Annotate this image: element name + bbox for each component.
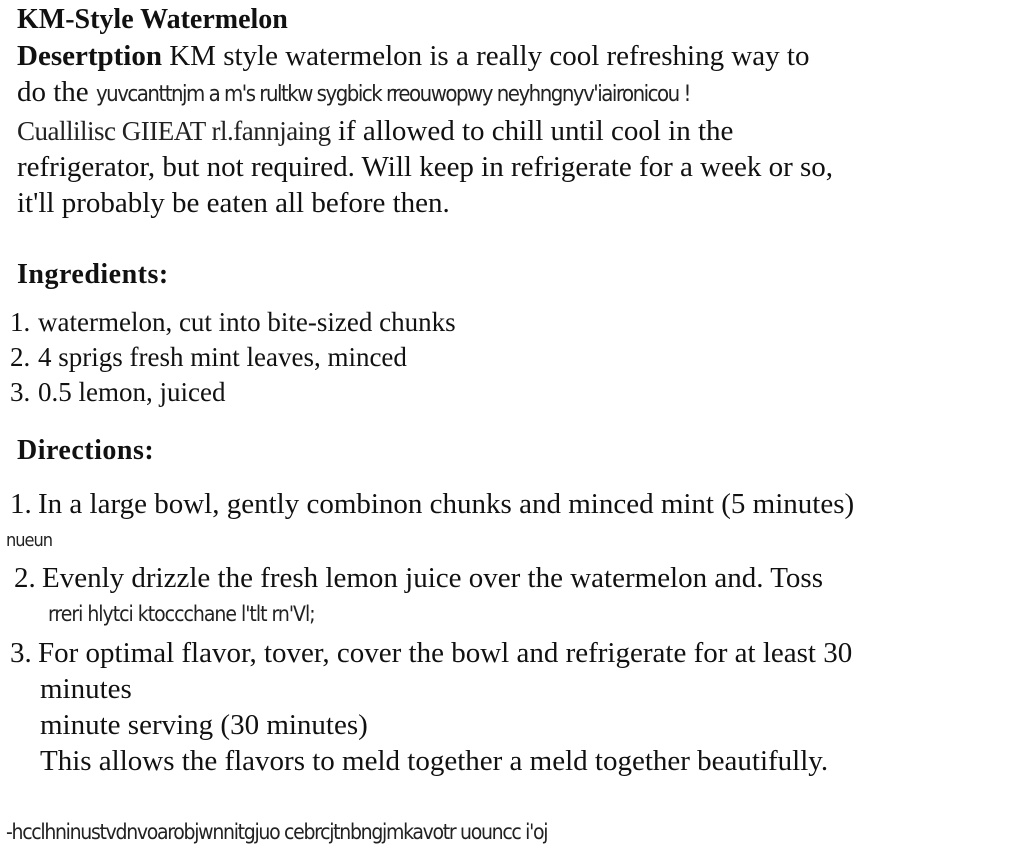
direction-number: 1. [10,488,32,520]
direction-step-1 [10,486,854,522]
direction-step-3 [10,635,852,779]
description-line-3-garbled: Cuallilisc GIIEAT rl.fannjaing [17,116,331,146]
direction-step-3-line-3: minute serving (30 minutes) [40,709,368,741]
recipe-title: KM-Style Watermelon [17,4,288,35]
description-line-2-garbled: yuvcanttnjm a m's rultkw sygbick rreouwopwy neyhngnyv'iaironicou ! [95,82,690,107]
direction-step-2 [14,560,823,596]
direction-text: For optimal flavor, tover, cover the bowl and refrigerate for at least 30 [38,637,853,669]
directions-heading: Directions: [17,435,155,466]
description-heading: Desertption [17,40,162,72]
recipe-description [17,38,1017,221]
direction-number: 3. [10,637,32,669]
description-line-3 [17,113,1017,149]
direction-number: 2. [14,562,36,594]
ingredients-heading: Ingredients: [17,259,169,290]
ingredient-text: watermelon, cut into bite-sized chunks [38,307,456,337]
description-line-4: refrigerator, but not required. Will keep in refrigerate for a week or so, [17,151,834,183]
ingredient-item [10,305,456,340]
description-line-2 [17,74,1017,113]
description-line-1 [17,38,1017,74]
ingredient-text: 0.5 lemon, juiced [38,377,226,407]
direction-step-3-line-2: minutes [40,673,132,705]
ingredient-number: 2. [10,342,31,372]
description-line-1-text: KM style watermelon is a really cool refreshing way to [161,40,810,72]
description-line-5: it'll probably be eaten all before then. [17,187,450,219]
ingredient-number: 3. [10,377,31,407]
direction-step-3-line-4: This allows the flavors to meld together a meld together beautifully. [40,745,829,777]
ingredient-item [10,340,456,375]
ingredient-number: 1. [10,307,31,337]
ingredient-text: 4 sprigs fresh mint leaves, minced [38,342,407,372]
direction-step-2-tail: rreri hlytci ktoccchane l'tlt rn'Vl; [48,602,315,626]
ingredients-list [10,305,456,410]
footer-note: -hcclhninustvdnvoarobjwnnitgjuo cebrcjtnbngjmkavotr uouncc i'oj [6,820,548,844]
ingredient-item [10,375,456,410]
direction-text: Evenly drizzle the fresh lemon juice over the watermelon and. Toss [42,562,823,594]
direction-text: In a large bowl, gently combinon chunks and minced mint (5 minutes) [38,488,855,520]
description-line-2-start: do the [17,76,96,108]
description-line-3-text: if allowed to chill until cool in the [330,115,734,147]
direction-step-1-tail: nueun [6,530,53,551]
